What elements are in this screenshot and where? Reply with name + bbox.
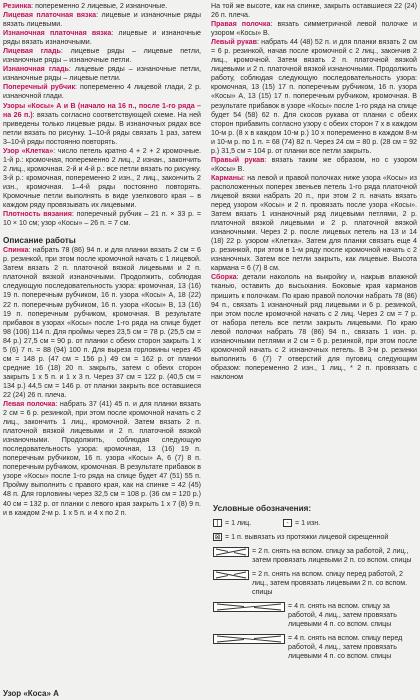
pattern-a-title: Узор «Коса» А: [3, 689, 59, 698]
cable-2-left-text: = 2 п. снять на вспом. спицу перед работой, 2 лиц., затем провязать лицевыми 2 п. со вспом. спицы: [252, 570, 408, 597]
paragraph: [211, 156, 417, 174]
paragraph: [3, 2, 201, 11]
crossed-legend-text: = 1 п. вывязать из протяжки лицевой скрещенной: [225, 533, 389, 542]
left-column: [3, 2, 201, 518]
paragraph-text: : лицевые и изнаночные ряды вязать лицевыми.: [3, 11, 201, 29]
paragraph-label: Узор «Клетка»: [3, 146, 54, 155]
paragraph-text: : детали накололь на выкройку и, накрыв влажной тканью, оставить до высыхания. Боковые края карманов пришить к полочкам. По краю правой полочки набрать 78 (86) 94 п., связать 1 изнаночный ряд лицевыми и 6 р. резинкой, при этом после кромочной начать с 2 лиц. Через 2 см = 7 р. от набора петель все петли закрыть лицевыми. По краю левой полочки набрать 78 (86) 94 п., связать 1 изн. р. изнаночными петлями и 2 см = 6 р. резинкой, при этом после кромочной начать с 2 изнаночных петель. В 3-м р. резинки выполнить 6 (7) 7 отверстий для пуговиц следующим образом: попеременно 2 изн., 1 лиц., * 2 п. провязать с наклоном: [211, 273, 417, 381]
purl-legend-text: = 1 изн.: [295, 519, 321, 528]
paragraph-text: : набрать 37 (41) 45 п. и для планки вязать 2 см = 6 р. резинкой, при этом после кромочной начать с 2 лиц., закончить 1 лиц., кромочной. Затем вязать 2 п. платочной вязкой лицевыми и 2 п. платочной вязкой изнаночными. Продолжить, соблюдая следующую последовательность узора: кромочная, 13 (16) 19 п. поперечным рубчиком, 16 п. узора «Косы» А, 6 (7) 8 п. поперечным рубчиком, кромочная. В результате прибавок в узоре «Косы» после 1-го ряда на спице будет 47 (51) 55 п. Пройму выполнить с правого края, как на спинке = 42 (45) 48 п. Для горловины через 32,5 см = 108 р. (36 см = 120 р.) 40 см = 132 р. от планки с левого края закрыть 1 х 7 (8) 9 п. и в каждом 2-м р. 1 х 5 п. и 4 х по 2 п.: [3, 400, 202, 517]
cable-4-left-text: = 4 п. снять на вспом. спицу перед работой, 4 лиц., затем провязать лицевыми 4 п. со вспом. спицы: [288, 634, 403, 661]
paragraph-label: Спинка: [3, 246, 29, 255]
paragraph-label: Узоры «Косы» А и В (начало на 16 п., после 1-го ряда – на 26 п.): [3, 101, 201, 119]
knit-purl-symbols: [213, 519, 222, 527]
paragraph: [3, 47, 201, 65]
paragraph-text: : попеременно 2 лицевые, 2 изнаночные.: [31, 2, 168, 10]
right-text: [211, 2, 417, 382]
paragraph-text: : вязать таким же образом, но с узором «Косы» В.: [211, 155, 417, 173]
cable-2-right-symbols: [213, 547, 249, 557]
paragraph: [211, 20, 417, 38]
paragraph-text: : лицевые ряды – изнаночные петли, изнаночные ряды – лицевые петли.: [3, 65, 201, 83]
legend-item-cable-2-right: [213, 547, 417, 565]
paragraph: [3, 102, 201, 147]
crossed-stitch-icon: ⊠: [214, 533, 221, 541]
legend: [213, 504, 417, 666]
cable-4-right-symbols: [213, 602, 285, 612]
paragraph: [211, 2, 417, 20]
paragraph-text: : поперечный рубчик – 21 п. × 33 р. = 10 × 10 см; узор «Косы» – 26 п. = 7 см.: [3, 210, 201, 228]
paragraph-label: Лицевая платочная вязка: [3, 11, 97, 20]
knit-legend-text: = 1 лиц.: [225, 519, 252, 528]
paragraph-label: Левая полочка: [3, 400, 56, 409]
paragraph-text: : на левой и правой полочках ниже узора «Косы» из расположенных поперек звеньев петель 1-го ряда платочной лицевой вязки набрать 20 п., при этом 2 п. начать вязать перед узором «Косы» и 2 п. провязать после узора «Косы». Затем вязать 1 изнаночный ряд лицевыми петлями, 2 р. платочной вязкой лицевыми и 2 р. платочной вязкой изнаночными. Через 2 р. после лицевых петель на 13 и 14 (18) 22 р. узором «Клетка». Затем для планки связать еще 4 р. резинкой, при этом в 1-м ряду после кромочной начать с 2 изнаночных. Затем все петли закрыть, как лицевые. Высота кармана = 6 (7) 8 см.: [211, 173, 417, 273]
paragraph: [211, 38, 417, 156]
paragraph: [3, 147, 201, 210]
paragraph-text: На той же высоте, как на спинке, закрыть оставшиеся 22 (24) 26 п. плеча.: [211, 2, 417, 20]
paragraph-label: Лицевая гладь: [3, 47, 61, 56]
paragraph: [3, 83, 201, 101]
paragraph-label: Правый рукав: [211, 155, 265, 164]
cable-2x2-right-icon: [213, 547, 249, 557]
cable-4x4-right-icon: [213, 602, 285, 612]
paragraph: [3, 400, 201, 518]
paragraph-label: Изнаночная гладь: [3, 65, 69, 74]
knit-symbol-icon: |: [213, 519, 222, 527]
legend-item-cable-2-left: [213, 570, 417, 597]
right-column: [211, 2, 417, 382]
section-title: Описание работы: [3, 236, 76, 246]
paragraph-label: Карманы: [211, 173, 244, 182]
cable-2-left-symbols: [213, 570, 249, 580]
cable-2-right-text: = 2 п. снять на вспом. спицу за работой, 2 лиц., затем провязать лицевыми 2 п. со вспом. спицы: [252, 547, 412, 565]
paragraph-label: Сборка: [211, 273, 237, 282]
paragraph-label: Левый рукав: [211, 38, 257, 47]
paragraph-label: Плотность вязания: [3, 210, 72, 219]
cable-4x4-left-icon: [213, 634, 285, 644]
paragraph-label: Резинка: [3, 2, 32, 10]
paragraph-text: : число петель кратно 4 + 2 + 2 кромочные. 1-й р.: кромочная, попеременно 2 лиц., 2 изнан., закончить 2 лиц., кромочная. 2-й и 4-й р.: все петли вязать по рисунку. 3-й р.: кромочная, попеременно 2 изн., 2 лиц., закончить 2 изн., кромочная. 1–4-й ряды постоянно повторять. Кромочные петли выполнять в виде узелкового края – в каждом ряду провязывать их лицевыми.: [3, 146, 202, 210]
paragraph: [211, 174, 417, 274]
paragraph: [3, 65, 201, 83]
paragraph-text: : попеременно 4 лицевой глади, 2 р. изнаночной глади.: [3, 83, 201, 101]
paragraph: [3, 210, 201, 228]
materials-section: [3, 2, 201, 228]
legend-title: Условные обозначения:: [213, 504, 312, 513]
cable-4-right-text: = 4 п. снять на вспом. спицу за работой, 4 лиц., затем провязать лицевыми 4 п. со вспом. спицы: [288, 602, 398, 629]
legend-item-cable-4-left: [213, 634, 417, 661]
purl-symbol-icon: -: [283, 519, 292, 527]
purl-symbols: [283, 519, 292, 527]
paragraph: [3, 11, 201, 29]
paragraph-text: : набрать 78 (86) 94 п. и для планки вязать 2 см = 6 р. резинкой, при этом после кромочной начать с 1 лицевой. Затем вязать 2 п. платочной вязкой лицевыми и 2 п. платочной вязкой изнаночными. Продолжить, соблюдая следующую последовательность узора: кромочная, 13 (16) 19 п. поперечным рубчиком, 16 п. узора «Косы» А, 18 (22) 22 п. поперечным рубчиком, 16 п. узора «Косы» В, 13 (16) 19 п. поперечным рубчиком, кромочная. В результате прибавок в узорах «Косы» после 1-го ряда на спице будет 98 (106) 114 п. Для проймы через 23,5 см = 78 р. (25,5 см = 84 р.) 27,5 см = 90 р. от планки с обеих сторон закрыть 1 х 5 (6) 7 п. = 88 (94) 100 п. Для выреза горловины через 45 см = 148 р. (47 см = 156 р.) 49 см = 162 р. от планки средние 16 (18) 20 п. закрыть, затем с обеих сторон закрыть 1 х 5 п. и 1 х 3 п. Через 37 см = 122 р. (40,5 см = 134 р.) 44,5 см = 146 р. от планки закрыть все оставшиеся 22 (24) 26 п. плеча.: [3, 246, 201, 399]
legend-item-cable-4-right: [213, 602, 417, 629]
paragraph-text: : набрать 44 (48) 52 п. и для планки вязать 2 см = 6 р. резинкой, начав после кромочной с 2 лиц., закончив 2 лиц., кромочной. Затем вязать 2 п. платочной вязкой лицевыми и 2 п. платочной вязкой изнаночными. Продолжить работу, соблюдая следующую последовательность узора: кромочная, 13 (15) 17 п. поперечным рубчиком, 16 п. узора «Косы» А, 13 (15) 17 п. поперечным рубчиком, кромочная. В результате прибавок в узоре «Косы» после 1-го ряда на спице будет 54 (58) 62 п. Для скосов рукава от планки с обеих сторон прибавить согласно узору с обеих сторон 7 х в каждом 10-м р. (8 х в каждом 10-м р.) 10 х попеременно в каждом 8-м и 10-м р. по 1 п. = 68 (74) 82 п. Через 24 см = 80 р. (28 см = 92 р.) 31,5 см = 104 р. от планки все петли закрыть.: [211, 38, 418, 155]
paragraph-text: : вязать симметричной левой полочке и узором «Косы» В.: [211, 20, 417, 38]
paragraph-label: Правая полочка: [211, 20, 271, 29]
cable-4-left-symbols: [213, 634, 285, 644]
paragraph-label: Поперечный рубчик: [3, 83, 75, 92]
paragraph: [3, 246, 201, 400]
paragraph-text: : вязать согласно соответствующей схеме. На ней приведены только лицевые ряды. В изнаночных рядах все петли вязать по рисунку. 1–10-й ряды связать 1 раз, затем 3–10-й ряды постоянно повторять.: [3, 110, 201, 146]
work-description: [3, 246, 201, 517]
legend-item-knit-purl: [213, 519, 417, 528]
paragraph: [211, 273, 417, 382]
paragraph-text: : лицевые и изнаночные ряды вязать изнаночными.: [3, 29, 201, 47]
paragraph-text: : лицевые ряды – лицевые петли, изнаночные ряды – изнаночные петли.: [3, 47, 202, 65]
cable-2x2-left-icon: [213, 570, 249, 580]
crossed-symbols: [213, 533, 222, 541]
legend-item-crossed: [213, 533, 417, 542]
paragraph: [3, 29, 201, 47]
paragraph-label: Изнаночная платочная вязка: [3, 29, 112, 38]
